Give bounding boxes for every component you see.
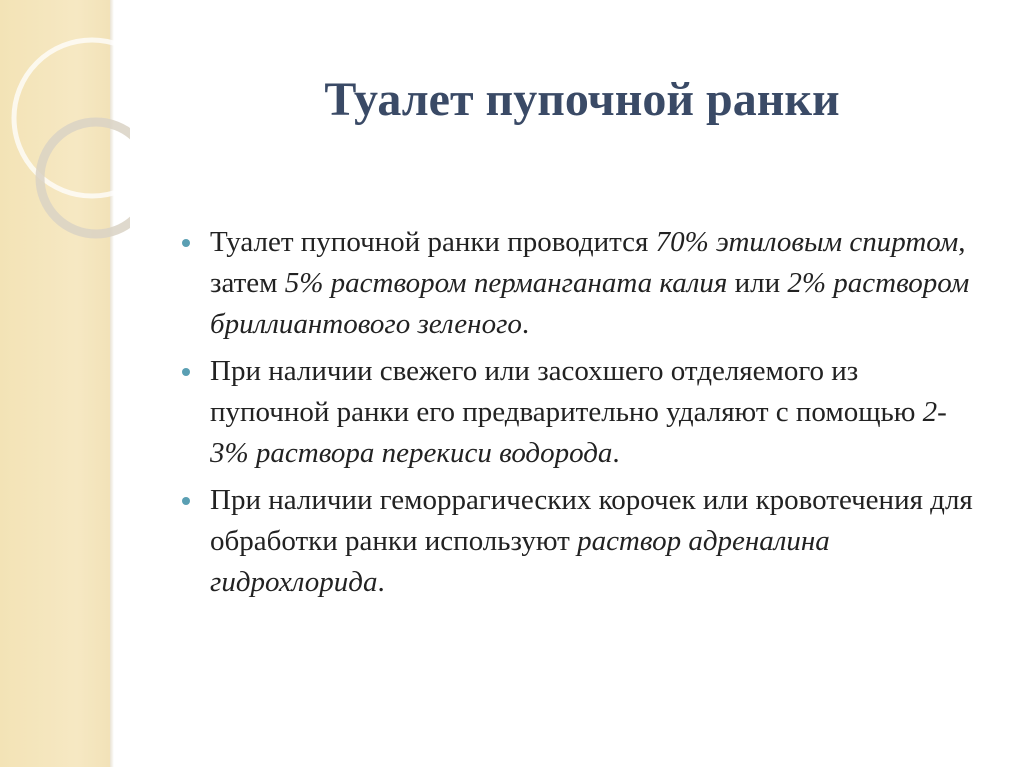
bullet-text-part-italic: 70% этиловым спиртом: [655, 226, 959, 258]
bullet-text-part: .: [612, 437, 620, 469]
small-ring: [40, 122, 130, 234]
bullet-item: [180, 480, 980, 603]
bullet-text-part: Туалет пупочной ранки проводится: [210, 226, 656, 258]
bullet-item: [180, 222, 980, 345]
bullet-dot-icon: [182, 368, 190, 376]
bullet-text-part-italic: раствор адреналина гидрохлорида: [210, 525, 830, 598]
bullet-text-part-italic: 2% раствором бриллиантового зеленого: [210, 267, 970, 340]
bullet-text: [210, 226, 969, 340]
decorative-circles: [0, 0, 130, 260]
bullet-text: [210, 355, 947, 469]
bullet-text-part: , затем: [210, 226, 966, 299]
bullet-dot-icon: [182, 497, 190, 505]
bullet-item: [180, 351, 980, 474]
bullet-text-part: .: [377, 566, 385, 598]
bullet-text-part: или: [727, 267, 788, 299]
bullet-text: [210, 484, 973, 598]
bullet-dot-icon: [182, 239, 190, 247]
bullet-text-part: При наличии геморрагических корочек или кровотечения для обработки ранки используют: [210, 484, 973, 557]
bullet-text-part: При наличии свежего или засохшего отделяемого из пупочной ранки его предварительно удаляют с помощью: [210, 355, 923, 428]
slide-title: Туалет пупочной ранки: [324, 73, 840, 126]
bullet-text-part-italic: 2-3% раствора перекиси водорода: [210, 396, 947, 469]
bullet-list: [180, 222, 980, 609]
bullet-text-part-italic: 5% раствором перманганата калия: [284, 267, 728, 299]
bullet-text-part: .: [521, 308, 530, 340]
large-ring: [14, 40, 130, 196]
